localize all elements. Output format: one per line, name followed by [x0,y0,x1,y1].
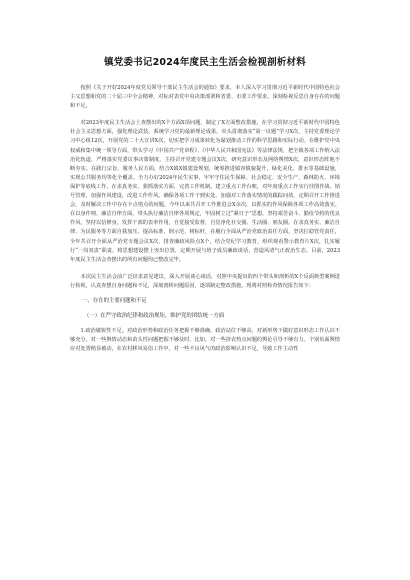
document-title: 镇党委书记2024年度民主生活会检视剖析材料 [104,57,306,68]
preparation-paragraph: 本次民主生活会前广泛征求意见建议，深入开展谈心谈话，对照中央提出的四个带头和剖析的X个反面典型案例进行检视，认真查摆自身问题和不足，深刻剖析问题原因，逐项制定整改措施。现将对照检查情况报告如下： [70,273,340,289]
problem-paragraph: 1.政治敏锐性不足。对政治形势和政治任务把握不够准确，政治站位不够高，对新形势下做好意识形态工作认识不够充分。对一些舆情动态和苗头性问题把握不够及时，比如，对一些涉农热点问题的舆论引导不够有力。个别负面舆情应对处置稍显被动，在农村移风易俗工作中，对一些不良风气的政治影响认识不足，导致工作主动性 [70,327,340,353]
review-paragraph: 对2023年度民主生活会上查摆出的X个方面X项问题，制定了X方面整改措施，在学习贯彻习近平新时代中国特色社会主义思想方面，强化理论武装，系统学习党的最新理论成果，牵头贯彻落实“第一议题”学习X次，主持党委理论学习中心组12次，开展党的二十大宣讲X次，切实把学习成果转化为谋划推动工作的科学思路和实际行动。在维护党中央权威和集中统一领导方面，带头学习《中国共产党章程》、《中华人民共和国宪法》等法律法规，把全镇各项工作纳入法治化轨道，严格落实党委议事决策制度，主持召开党建专题会议X次，研究意识形态及网络舆情X次，意识形态阵地不断夯实。在践行宗旨、服务人民方面，结合X镇X镇建设规划，统筹推进镇容镇貌提升、绿化美化、排水等基础设施，实现公共服务均等化全覆盖。全力办好2024年民生实事，牢牢守住民生保障、社会稳定、安全生产、森林防火、环境保护等底线工作。在求真务实、狠抓落实方面，完善工作机制，建立重点工作台账，对年度重点工作实行挂图作战、销号管理，加强作风建设，改进工作作风，确保各项工作干到实处。加强对工作落实情况的跟踪问效，定期召开工作推进会，及时解决工作中存在卡点堵点的问题。今年以来共召开工作推进会X余次，以抓实的作风保障各项工作高效落实。在以身作则、廉洁自律方面，带头执行廉洁自律各项规定，牢固树立过“紧日子”思想，坚持艰苦奋斗、勤俭节约的优良作风，坚持以信修身，发挥干部的表率作用，自觉接受监督，自觉净化社交圈、生活圈、朋友圈。在求真务实、廉洁自律，为民服务等方面自我加压，提高标准，倒示范，树标杆，在履行全面从严治党政治责任方面，坚决扛稳管党责任，全年共召开全面从严治党专题会议X次，排查廉政风险点X个，结合党纪学习教育，组织观看警示教育片X次，扎实履行“一岗双责”职责，将思想建设摆上突出位置，定期开展与班子成员廉政谈话，营造风清气正政治生态。目前，2023年度民主生活会查摆出的所有问题均已整改完毕。 [70,120,340,263]
intro-paragraph: 按照《关于开好2024年度党员领导干部民主生活会的通知》要求，本人深入学习贯彻习近平新时代中国特色社会主义思想和党的二十届三中全会精神，对标对表党中央决策部署和省委、市委工作要求，深刻检视反思自身存在的问题和不足。 [70,85,340,110]
subsection-heading: （一）在严守政治纪律和政治规矩，维护党的团结统一方面 [84,312,225,319]
section-heading: 一、存在的主要问题和不足 [82,297,147,304]
